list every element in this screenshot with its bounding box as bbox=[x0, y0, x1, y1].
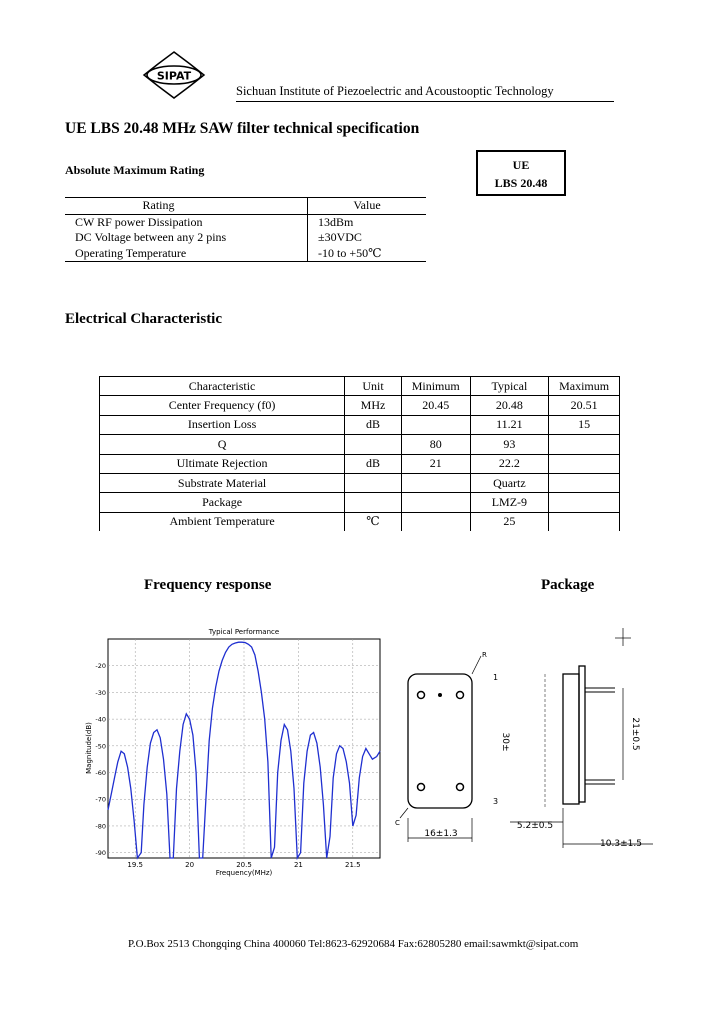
table-cell bbox=[401, 512, 470, 531]
table-cell: dB bbox=[345, 415, 402, 434]
abs-max-title: Absolute Maximum Rating bbox=[65, 163, 205, 177]
table-cell: Operating Temperature bbox=[75, 245, 187, 260]
response-line bbox=[108, 642, 380, 858]
sipat-logo bbox=[140, 50, 208, 100]
dim-width: 16±1.3 bbox=[424, 829, 458, 839]
table-cell: Center Frequency (f0) bbox=[100, 396, 345, 415]
header-divider bbox=[236, 101, 614, 102]
frequency-response-chart bbox=[84, 624, 384, 880]
svg-text:1: 1 bbox=[493, 673, 499, 682]
part-model: LBS 20.48 bbox=[494, 176, 548, 190]
x-tick-label: 19.5 bbox=[127, 861, 143, 869]
table-cell: Ultimate Rejection bbox=[100, 454, 345, 473]
institute-name: Sichuan Institute of Piezoelectric and Acoustooptic Technology bbox=[236, 84, 554, 98]
header-cell: Unit bbox=[345, 377, 402, 396]
package-body-side bbox=[563, 674, 579, 804]
table-row bbox=[100, 512, 620, 531]
pin-icon bbox=[438, 693, 442, 697]
table-cell: CW RF power Dissipation bbox=[75, 214, 203, 229]
package-title: Package bbox=[541, 577, 595, 593]
header-cell: Rating bbox=[65, 198, 308, 215]
table-cell bbox=[549, 454, 620, 473]
table-cell bbox=[549, 493, 620, 512]
dim-pin-offset: 5.2±0.5 bbox=[516, 821, 554, 831]
svg-text:R: R bbox=[482, 651, 487, 659]
y-tick-label: -80 bbox=[95, 822, 106, 831]
table-cell: 20.45 bbox=[401, 396, 470, 415]
table-cell bbox=[401, 415, 470, 434]
svg-text:SIPAT: SIPAT bbox=[156, 69, 192, 83]
table-cell: 15 bbox=[549, 415, 620, 434]
electrical-table bbox=[99, 376, 620, 531]
package-drawing bbox=[395, 622, 660, 862]
table-row bbox=[100, 415, 620, 434]
chart-title: Typical Performance bbox=[208, 628, 280, 636]
header-cell: Typical bbox=[470, 377, 549, 396]
pin-icon bbox=[418, 692, 425, 699]
table-row bbox=[100, 493, 620, 512]
table-cell bbox=[549, 435, 620, 454]
table-header-row bbox=[65, 198, 426, 215]
y-axis-label: Magnitude(dB) bbox=[85, 722, 93, 774]
table-cell bbox=[345, 493, 402, 512]
y-tick-label: -90 bbox=[95, 849, 106, 858]
table-cell: 80 bbox=[401, 435, 470, 454]
dim-height: 30± bbox=[500, 732, 510, 752]
header-cell: Value bbox=[308, 198, 427, 215]
y-tick-label: -70 bbox=[95, 795, 106, 804]
table-cell: dB bbox=[345, 454, 402, 473]
abs-max-table bbox=[65, 197, 426, 262]
table-cell: 13dBm bbox=[308, 214, 427, 230]
part-number-box bbox=[476, 150, 566, 196]
table-cell bbox=[345, 435, 402, 454]
y-tick-label: -40 bbox=[95, 715, 106, 724]
table-cell: Quartz bbox=[470, 473, 549, 492]
table-cell: Ambient Temperature bbox=[100, 512, 345, 531]
y-tick-label: -30 bbox=[95, 688, 106, 697]
table-cell: 93 bbox=[470, 435, 549, 454]
table-row bbox=[65, 230, 426, 246]
document-title: UE LBS 20.48 MHz SAW filter technical specification bbox=[65, 120, 420, 137]
y-tick-label: -20 bbox=[95, 662, 106, 671]
table-row bbox=[100, 435, 620, 454]
table-cell: DC Voltage between any 2 pins bbox=[75, 230, 227, 245]
table-cell bbox=[549, 473, 620, 492]
table-cell: 25 bbox=[470, 512, 549, 531]
x-tick-label: 21 bbox=[293, 861, 303, 869]
table-cell: 20.51 bbox=[549, 396, 620, 415]
table-row bbox=[65, 246, 426, 262]
svg-text:C: C bbox=[395, 819, 400, 827]
table-row bbox=[100, 473, 620, 492]
dim-depth: 10.3±1.5 bbox=[600, 839, 642, 849]
header-cell: Minimum bbox=[401, 377, 470, 396]
pin-icon bbox=[418, 784, 425, 791]
table-cell: ±30VDC bbox=[308, 230, 427, 246]
table-cell: ℃ bbox=[345, 512, 402, 531]
table-cell: 21 bbox=[401, 454, 470, 473]
x-tick-label: 21.5 bbox=[345, 861, 361, 869]
table-cell: MHz bbox=[345, 396, 402, 415]
table-cell: Substrate Material bbox=[100, 473, 345, 492]
pin-icon bbox=[457, 784, 464, 791]
table-header-row bbox=[100, 377, 620, 396]
table-cell: LMZ-9 bbox=[470, 493, 549, 512]
x-axis-label: Frequency(MHz) bbox=[215, 869, 273, 877]
table-cell bbox=[401, 473, 470, 492]
table-cell: 20.48 bbox=[470, 396, 549, 415]
table-row bbox=[100, 454, 620, 473]
electrical-title: Electrical Characteristic bbox=[65, 311, 223, 327]
header-cell: Maximum bbox=[549, 377, 620, 396]
table-cell: -10 to +50℃ bbox=[308, 246, 427, 262]
y-tick-label: -50 bbox=[95, 742, 106, 751]
table-cell: Q bbox=[100, 435, 345, 454]
table-cell: 22.2 bbox=[470, 454, 549, 473]
footer-contact: P.O.Box 2513 Chongqing China 400060 Tel:8623-62920684 Fax:62805280 email:sawmkt@sipat.com bbox=[128, 938, 579, 950]
table-cell bbox=[345, 473, 402, 492]
table-cell: Insertion Loss bbox=[100, 415, 345, 434]
table-cell bbox=[549, 512, 620, 531]
table-row bbox=[100, 396, 620, 415]
header-cell: Characteristic bbox=[100, 377, 345, 396]
pin-icon bbox=[457, 692, 464, 699]
svg-text:3: 3 bbox=[493, 797, 499, 806]
x-tick-label: 20 bbox=[185, 861, 195, 869]
x-tick-label: 20.5 bbox=[236, 861, 252, 869]
dim-pin-pitch: 21±0.5 bbox=[630, 717, 640, 751]
y-tick-label: -60 bbox=[95, 769, 106, 778]
table-cell bbox=[401, 493, 470, 512]
part-series: UE bbox=[512, 158, 530, 172]
table-cell: Package bbox=[100, 493, 345, 512]
table-row bbox=[65, 214, 426, 230]
frequency-response-title: Frequency response bbox=[144, 577, 272, 593]
table-cell: 11.21 bbox=[470, 415, 549, 434]
